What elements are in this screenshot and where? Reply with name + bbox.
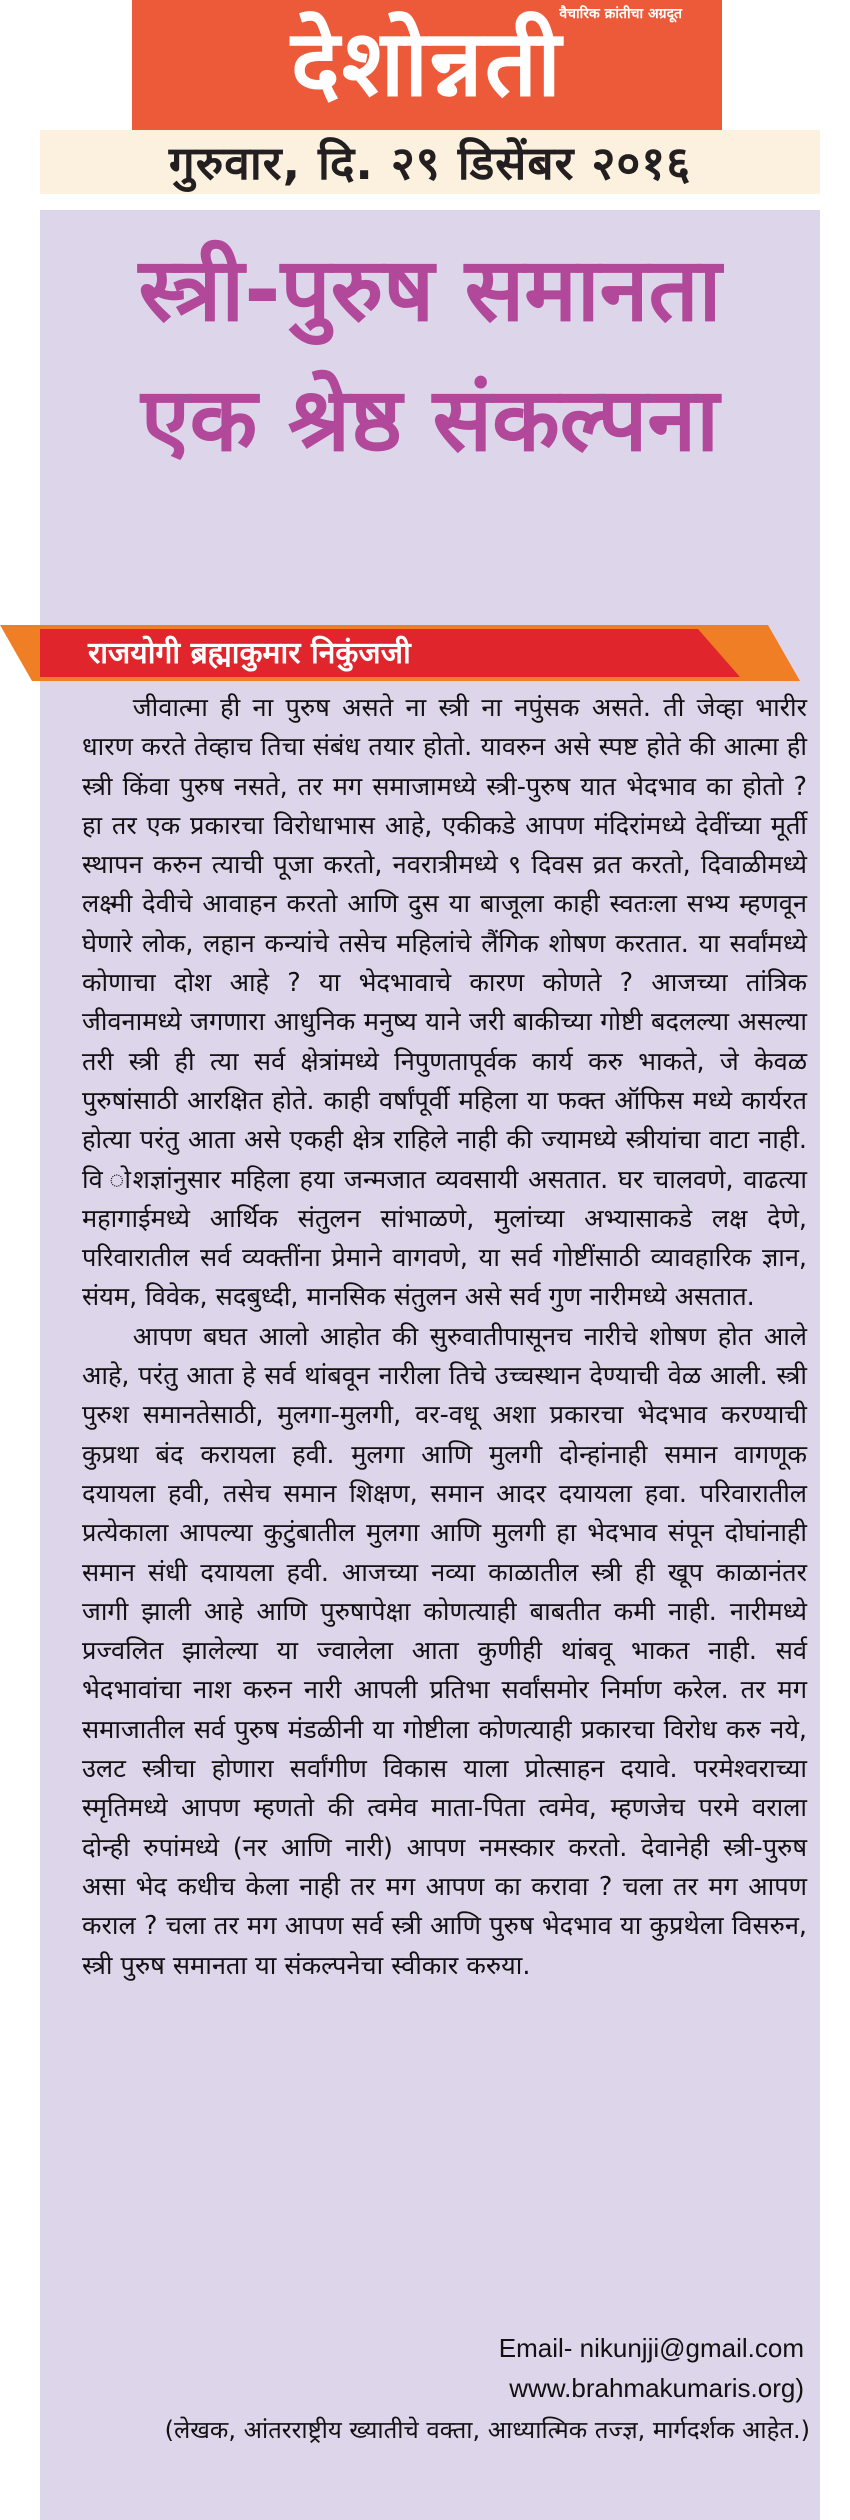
newspaper-logo: देशोन्नती [291,10,563,117]
headline-line-2: एक श्रेष्ठ संकल्पना [140,368,720,471]
paragraph: आपण बघत आलो आहोत की सुरुवातीपासूनच नारीचे शोषण होत आले आहे, परंतु आता हे सर्व थांबवून नारीला तिचे उच्चस्थान देण्याची वेळ आली. स्त्री पुरुश समानतेसाठी, मुलगा-मुलगी, वर-वधू अशा प्रकारचा भेदभाव करण्याची कुप्रथा बंद करायला हवी. मुलगा आणि मुलगी दोन्हांनाही समान वागणूक दयायला हवी, तसेच समान शिक्षण, समान आदर दयायला हवा. परिवारातील प्रत्येकाला आपल्या कुटुंबातील मुलगा आणि मुलगी हा भेदभाव संपून दोघांनाही समान संधी दयायला हवी. आजच्या नव्या काळातील स्त्री ही खूप काळानंतर जागी झाली आहे आणि पुरुषापेक्षा कोणत्याही बाबतीत कमी नाही. नारीमध्ये प्रज्वलित झालेल्या या ज्वालेला आता कुणीही थांबवू भाकत नाही. सर्व भेदभावांचा नाश करुन नारी आपली प्रतिभा सर्वांसमोर निर्माण करेल. तर मग समाजातील सर्व पुरुष मंडळीनी या गोष्टीला कोणत्याही प्रकारचा विरोध करु नये, उलट स्त्रीचा होणारा सर्वांगीण विकास याला प्रोत्साहन दयावे. परमेश्वराच्या स्मृतिमध्ये आपण म्हणतो की त्वमेव माता-पिता त्वमेव, म्हणजेच परमे वराला दोन्ही रुपांमध्ये (नर आणि नारी) आपण नमस्कार करतो. देवानेही स्त्री-पुरुष असा भेद कधीच केला नाही तर मग आपण का करावा ? चला तर मग आपण कराल ? चला तर मग आपण सर्व स्त्री आणि पुरुष भेदभाव या कुप्रथेला विसरुन, स्त्री पुरुष समानता या संकल्पनेचा स्वीकार करुया. [82,1320,807,1980]
author-note: (लेखक, आंतरराष्ट्रीय ख्यातीचे वक्ता, आध्यात्मिक तज्ज्ञ, मार्गदर्शक आहेत.) [164,2416,810,2444]
contact-block [499,2328,804,2408]
masthead-tagline: वैचारिक क्रांतीचा अग्रदूत [559,6,682,22]
dateline: गुरुवार, दि. २९ डिसेंबर २०१६ [40,130,820,194]
author-name: राजयोगी ब्रह्माकुमार निकुंजजी [88,636,411,671]
paragraph: जीवात्मा ही ना पुरुष असते ना स्त्री ना नपुंसक असते. ती जेव्हा भारीर धारण करते तेव्हाच तिचा संबंध तयार होतो. यावरुन असे स्पष्ट होते की आत्मा ही स्त्री किंवा पुरुष नसते, तर मग समाजामध्ये स्त्री-पुरुष यात भेदभाव का होतो ? हा तर एक प्रकारचा विरोधाभास आहे, एकीकडे आपण मंदिरांमध्ये देवींच्या मूर्ती स्थापन करुन त्याची पूजा करतो, नवरात्रीमध्ये ९ दिवस व्रत करतो, दिवाळीमध्ये लक्ष्मी देवीचे आवाहन करतो आणि दुस या बाजूला काही स्वतःला सभ्य म्हणवून घेणारे लोक, लहान कन्यांचे तसेच महिलांचे लैंगिक शोषण करतात. या सर्वांमध्ये कोणाचा दोश आहे ? या भेदभावाचे कारण कोणते ? आजच्या तांत्रिक जीवनामध्ये जगणारा आधुनिक मनुष्य याने जरी बाकीच्या गोष्टी बदलल्या असल्या तरी स्त्री ही त्या सर्व क्षेत्रांमध्ये निपुणतापूर्वक कार्य करु भाकते, जे केवळ पुरुषांसाठी आरक्षित होते. काही वर्षांपूर्वी महिला या फक्त ऑफिस मध्ये कार्यरत होत्या परंतु आता असे एकही क्षेत्र राहिले नाही की ज्यामध्ये स्त्रीयांचा वाटा नाही. वि ोशज्ञांनुसार महिला हया जन्मजात व्यवसायी असतात. घर चालवणे, वाढत्या महागाईमध्ये आर्थिक संतुलन सांभाळणे, मुलांच्या अभ्यासाकडे लक्ष देणे, परिवारातील सर्व व्यक्तींना प्रेमाने वागवणे, या सर्व गोष्टींसाठी व्यावहारिक ज्ञान, संयम, विवेक, सदबुध्दी, मानसिक संतुलन असे सर्व गुण नारीमध्ये असतात. [82,692,807,1312]
masthead [132,0,722,130]
email-address: Email- nikunjji@gmail.com [498,2333,804,2363]
headline-line-1: स्त्री-पुरुष समानता [138,238,722,341]
byline-banner [0,625,800,685]
article-body [82,688,807,1985]
headline [40,225,820,485]
website-url: www.brahmakumaris.org) [509,2373,804,2403]
